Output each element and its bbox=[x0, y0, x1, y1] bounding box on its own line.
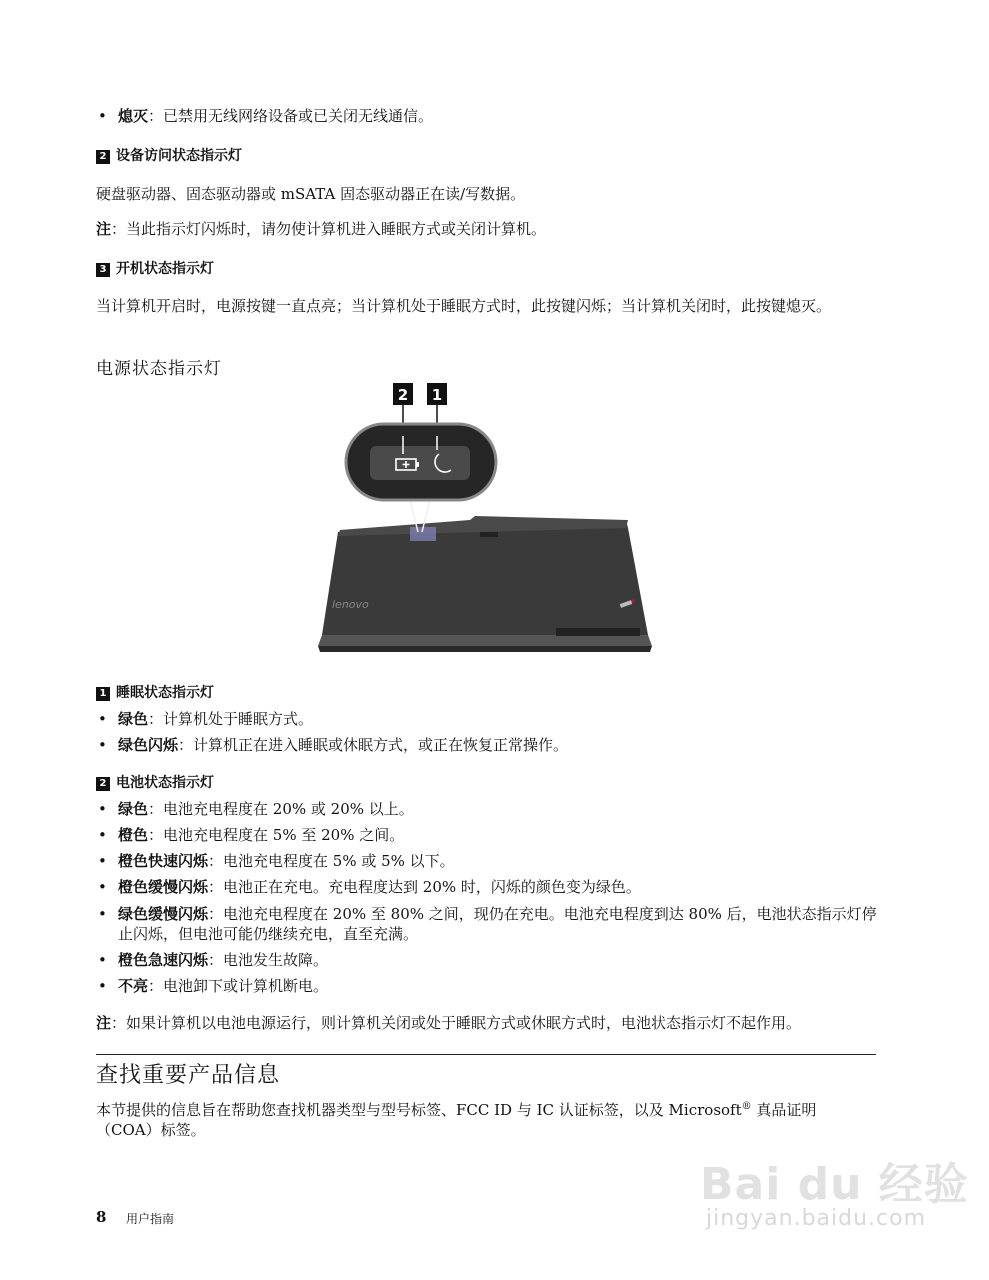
bullet-item bbox=[96, 976, 878, 996]
bullet-item bbox=[96, 106, 878, 126]
callout-1 bbox=[427, 383, 447, 405]
laptop-indicator-figure bbox=[300, 380, 700, 656]
page-number: 8 bbox=[96, 1208, 107, 1226]
bullet-term: 橙色快速闪烁 bbox=[118, 852, 209, 870]
registered-mark: ® bbox=[741, 1101, 752, 1112]
bullet-term: 橙色 bbox=[118, 826, 149, 844]
bullet-term: 绿色缓慢闪烁 bbox=[118, 905, 209, 923]
section-title: 查找重要产品信息 bbox=[96, 1063, 281, 1088]
bullet-term: 绿色 bbox=[118, 710, 149, 728]
callout-2 bbox=[393, 383, 413, 405]
note-label: 注 bbox=[96, 1014, 112, 1032]
bullet-text: ：已禁用无线网络设备或已关闭无线通信。 bbox=[148, 107, 434, 125]
bullet-item bbox=[96, 799, 878, 819]
bullet-text: ：电池充电程度在 20% 至 80% 之间，现仍在充电。电池充电程度到达 80% 后，电池状态指示灯停止闪烁，但电池可能仍继续充电，直至充满。 bbox=[118, 905, 877, 943]
callout-number-badge: 1 bbox=[96, 687, 110, 701]
svg-text:1: 1 bbox=[431, 386, 443, 404]
bullet-item bbox=[96, 735, 878, 755]
bullet-text: ：电池正在充电。充电程度达到 20% 时，闪烁的颜色变为绿色。 bbox=[208, 878, 641, 896]
baidu-watermark-logo: Bai du 经验 bbox=[700, 1159, 969, 1210]
svg-text:2: 2 bbox=[397, 386, 409, 404]
subheading-power-on bbox=[96, 259, 214, 279]
bullet-term: 熄灭 bbox=[118, 107, 149, 125]
bullet-text: ：电池充电程度在 20% 或 20% 以上。 bbox=[148, 800, 414, 818]
note-text: ：如果计算机以电池电源运行，则计算机关闭或处于睡眠方式或休眠方式时，电池状态指示灯不起作用。 bbox=[111, 1014, 802, 1032]
bullet-term: 绿色闪烁 bbox=[118, 736, 179, 754]
bullet-term: 橙色缓慢闪烁 bbox=[118, 878, 209, 896]
subheading-text: 设备访问状态指示灯 bbox=[116, 148, 242, 164]
bullet-item bbox=[96, 825, 878, 845]
note bbox=[96, 1013, 878, 1033]
section-divider bbox=[96, 1054, 876, 1055]
bullet-text: ：电池充电程度在 5% 至 20% 之间。 bbox=[148, 826, 405, 844]
paragraph: 硬盘驱动器、固态驱动器或 mSATA 固态驱动器正在读/写数据。 bbox=[96, 185, 526, 203]
bullet-text: ：电池发生故障。 bbox=[208, 951, 329, 969]
note-text: ：当此指示灯闪烁时，请勿使计算机进入睡眠方式或关闭计算机。 bbox=[111, 220, 547, 238]
subheading-device-access bbox=[96, 146, 242, 166]
callout-number-badge: 3 bbox=[96, 263, 110, 277]
bullet-item bbox=[96, 709, 878, 729]
subheading-battery-status bbox=[96, 773, 214, 793]
paragraph: 当计算机开启时，电源按键一直点亮；当计算机处于睡眠方式时，此按键闪烁；当计算机关闭时，此按键熄灭。 bbox=[96, 297, 832, 315]
section-body-text: 本节提供的信息旨在帮助您查找机器类型与型号标签、FCC ID 与 IC 认证标签，以及 Microsoft bbox=[96, 1101, 742, 1119]
bullet-item bbox=[96, 904, 878, 944]
paragraph bbox=[96, 1097, 856, 1140]
bullet-item bbox=[96, 851, 878, 871]
section-body-text: 真品证明（COA）标签。 bbox=[96, 1101, 817, 1139]
bullet-item bbox=[96, 877, 878, 897]
note bbox=[96, 219, 878, 239]
subheading-text: 开机状态指示灯 bbox=[116, 261, 214, 277]
bullet-item bbox=[96, 950, 878, 970]
subheading-text: 睡眠状态指示灯 bbox=[116, 685, 214, 701]
bullet-term: 不亮 bbox=[118, 977, 149, 995]
callout-number-badge: 2 bbox=[96, 777, 110, 791]
bullet-text: ：电池充电程度在 5% 或 5% 以下。 bbox=[208, 852, 455, 870]
bullet-text: ：电池卸下或计算机断电。 bbox=[148, 977, 329, 995]
bullet-text: ：计算机正在进入睡眠或休眠方式，或正在恢复正常操作。 bbox=[178, 736, 569, 754]
bullet-term: 绿色 bbox=[118, 800, 149, 818]
section-heading-power-status: 电源状态指示灯 bbox=[96, 359, 222, 379]
callout-number-badge: 2 bbox=[96, 150, 110, 164]
note-label: 注 bbox=[96, 220, 112, 238]
subheading-text: 电池状态指示灯 bbox=[116, 775, 214, 791]
lenovo-logo: lenovo bbox=[332, 598, 369, 611]
bullet-term: 橙色急速闪烁 bbox=[118, 951, 209, 969]
subheading-sleep-status bbox=[96, 683, 214, 703]
baidu-watermark-url: jingyan.baidu.com bbox=[706, 1206, 927, 1231]
footer-title: 用户指南 bbox=[126, 1212, 175, 1226]
bullet-text: ：计算机处于睡眠方式。 bbox=[148, 710, 314, 728]
